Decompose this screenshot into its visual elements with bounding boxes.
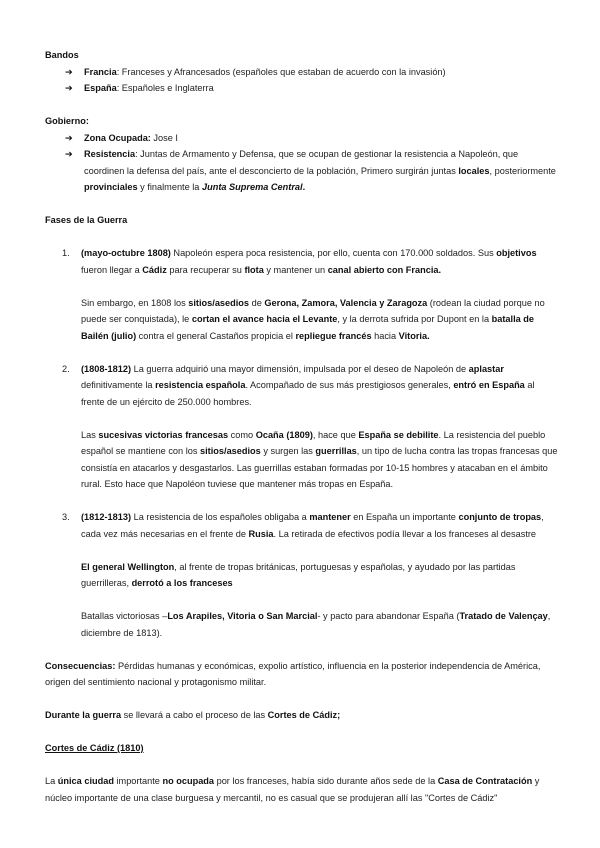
arrow-icon: ➔	[65, 83, 73, 93]
gobierno-item-resistencia: ➔ Resistencia: Juntas de Armamento y Defensa, que se ocupan de gestionar la resistencia a Napoleón, que coordinen la defensa del país, ante el desconcierto de la población, Primero surgirán juntas locales, posteriormente provinciales y finalmente la Junta Suprema Central.	[65, 146, 560, 196]
arrow-icon: ➔	[65, 66, 73, 77]
arrow-icon: ➔	[65, 132, 73, 143]
fase-3-paragraph-1: (1812-1813) La resistencia de los españoles obligaba a mantener en España un importante conjunto de tropas, cada vez más necesarias en el frente de Rusia. La retirada de efectivos podía llevar a los franceses al desastre	[81, 512, 544, 539]
consecuencias-paragraph: Consecuencias: Pérdidas humanas y económicas, expolio artístico, influencia en la posterior independencia de América, origen del sentimiento nacional y protagonismo militar.	[45, 660, 541, 687]
gobierno-item-zona: ➔ Zona Ocupada: Jose I	[65, 130, 560, 147]
fase-1	[45, 245, 560, 344]
fase-3	[45, 509, 560, 641]
fase-2-paragraph-2: Las sucesivas victorias francesas como Ocaña (1809), hace que España se debilite. La resistencia del pueblo español se mantiene con los sitios/asedios y surgen las guerrillas, un tipo de lucha contra las tropas francesas que consistía en atacarlos y desgastarlos. Las guerrillas estaban formadas por 10-15 hombres y atacaban en el ámbito rural. Esto hace que Napoléon tuviese que mantener más tropas en España.	[81, 429, 558, 489]
fase-3-paragraph-2: El general Wellington, al frente de tropas británicas, portuguesas y españolas, y ayudado por las partidas guerrilleras, derrotó a los franceses	[81, 561, 516, 588]
arrow-icon: ➔	[65, 149, 73, 159]
gobierno-heading: Gobierno:	[45, 116, 89, 126]
list-number: 3.	[62, 512, 70, 522]
cortes-paragraph: La única ciudad importante no ocupada por los franceses, había sido durante años sede de la Casa de Contratación y núcleo importante de una clase burguesa y mercantil, no es casual que se produjeran allí las "Cortes de Cádiz"	[45, 776, 540, 803]
fase-2-paragraph-1: (1808-1812) La guerra adquirió una mayor dimensión, impulsada por el deseo de Napoleón de aplastar definitivamente la resistencia española. Acompañado de sus más prestigiosos generales, entró en España al frente de un ejército de 250.000 hombres.	[81, 363, 535, 407]
list-number: 2.	[62, 363, 70, 374]
bandos-item-espana: ➔ España: Españoles e Inglaterra	[65, 80, 560, 97]
fase-1-paragraph-1: (mayo-octubre 1808) Napoleón espera poca resistencia, por ello, cuenta con 170.000 soldados. Sus objetivos fueron llegar a Cádiz para recuperar su flota y mantener un canal abierto con Francia.	[81, 248, 537, 275]
document-page	[45, 47, 560, 806]
cortes-heading: Cortes de Cádiz (1810)	[45, 743, 144, 753]
fase-1-paragraph-2: Sin embargo, en 1808 los sitios/asedios de Gerona, Zamora, Valencia y Zaragoza (rodean la ciudad porque no puede ser conquistada), le cortan el avance hacia el Levante, y la derrota sufrida por Dupont en la batalla de Bailén (julio) contra el general Castaños propicia el repliegue francés hacia Vitoria.	[81, 297, 545, 341]
bandos-heading: Bandos	[45, 50, 79, 60]
fases-heading: Fases de la Guerra	[45, 215, 128, 225]
fase-2	[45, 361, 560, 493]
durante-paragraph: Durante la guerra se llevará a cabo el proceso de las Cortes de Cádiz;	[45, 710, 341, 720]
fase-3-paragraph-3: Batallas victoriosas –Los Arapiles, Vitoria o San Marcial- y pacto para abandonar España (Tratado de Valençay, diciembre de 1813).	[81, 611, 551, 638]
bandos-item-francia: ➔ Francia: Franceses y Afrancesados (españoles que estaban de acuerdo con la invasión)	[65, 64, 560, 81]
list-number: 1.	[62, 248, 70, 258]
